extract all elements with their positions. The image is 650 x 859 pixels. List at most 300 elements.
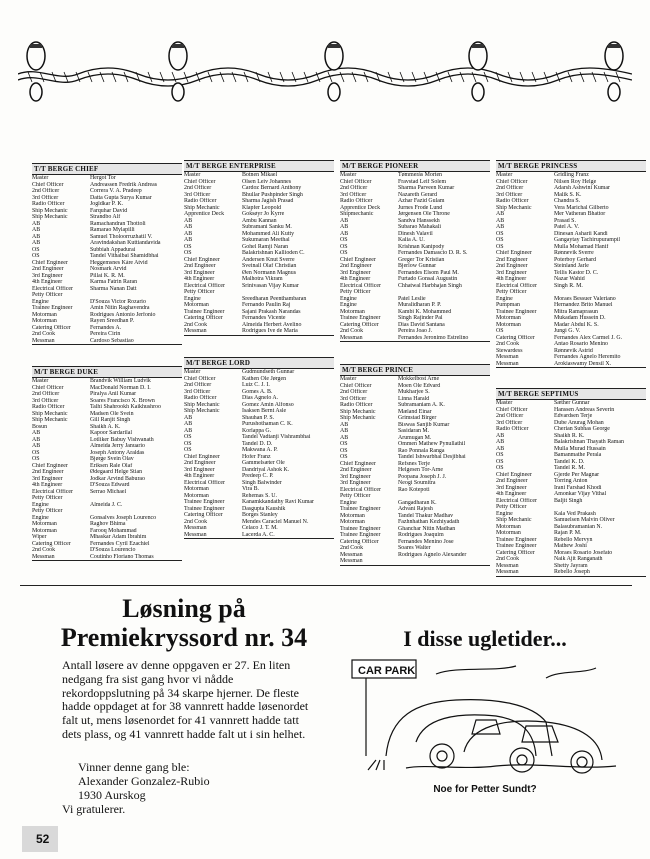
crew-name: Talhi Shahrookh Kaikhushroo xyxy=(90,404,161,410)
crew-rank: Chief Engineer xyxy=(184,256,220,263)
crew-rank: Trainee Engineer xyxy=(184,499,225,505)
crew-rank: Messman xyxy=(496,354,519,360)
crew-rank: Engine xyxy=(340,499,357,506)
crew-name: Cherian Subhas George xyxy=(554,426,610,432)
crew-name: Soares Walter xyxy=(398,545,431,551)
crew-rank: Apprentice Deck xyxy=(340,204,381,211)
crew-name: Jungi G. V. xyxy=(554,328,581,334)
crew-rank: Apprentice Deck xyxy=(184,211,225,217)
crew-rank: OS xyxy=(32,253,40,259)
crew-name: Mitra Ramaprasun xyxy=(554,308,599,315)
crew-name: Fravstad Leif Solem xyxy=(398,178,447,185)
crew-rank: Catering Officer xyxy=(32,324,71,331)
crew-name: Fernandes A. xyxy=(90,324,122,331)
crew-name: Patel A. V. xyxy=(554,224,579,230)
crew-name: Moraes Rosario Josefato xyxy=(554,549,613,556)
crew-rank: Electrical Officer xyxy=(496,282,537,289)
crew-rank: 2nd Engineer xyxy=(496,478,528,484)
crew-name: Subramaniam A. K. xyxy=(398,402,445,408)
crew-rows xyxy=(32,175,182,344)
crew-rank: AB xyxy=(32,233,41,240)
crew-rank: Petty Officer xyxy=(32,495,63,501)
crew-rank: Ship Mechanic xyxy=(496,204,532,211)
crew-row xyxy=(184,532,334,539)
crew-name: Gangadharan K. xyxy=(398,499,437,506)
crew-rank: 2nd Cook xyxy=(340,545,364,551)
crew-name: Sukumaran Meethal xyxy=(242,237,290,243)
winner-city: 1930 Aurskog xyxy=(78,788,146,802)
crew-rank: Messman xyxy=(184,328,207,334)
cartoon-caption: Noe for Petter Sundt? xyxy=(433,784,537,795)
crew-rank: 2nd Officer xyxy=(32,391,60,397)
crew-name: Jørgensen Ole Throne xyxy=(398,211,450,217)
crew-rank: Stewardess xyxy=(496,347,523,354)
crew-name: Makwana A. P. xyxy=(242,447,278,453)
crew-name: D'Souza Victor Rozario xyxy=(90,298,146,305)
crew-name: Tandel Vadtanji Vishrambhai xyxy=(242,434,311,440)
crew-name: Mendes Caraciel Manuel N. xyxy=(242,518,309,525)
crew-table-title: M/T BERGE LORD xyxy=(184,358,334,369)
crew-name: Bamanmathe Perala xyxy=(554,452,602,458)
crew-rank: Engine xyxy=(496,510,513,517)
crew-name: Hofer Franz xyxy=(242,453,271,460)
crew-name: Farooq Mohammad xyxy=(90,527,137,534)
crew-rank: 4th Engineer xyxy=(32,279,63,285)
crew-rank: Master xyxy=(496,400,513,406)
crew-rank: Catering Officer xyxy=(32,540,71,547)
crew-name: Tandel R. M. xyxy=(554,465,585,471)
crew-rank: AB xyxy=(496,445,505,452)
crew-rank: 3rd Officer xyxy=(340,395,367,402)
crew-name: Rodrigues Joaquim xyxy=(398,532,444,538)
crew-rank: Chief Engineer xyxy=(340,256,376,263)
crew-name: Rebello Joseph xyxy=(554,569,590,575)
crew-rank: 4th Engineer xyxy=(496,276,527,282)
crew-rank: Engine xyxy=(340,295,357,302)
crew-name: Kathen Ole Jørgen xyxy=(242,375,287,382)
crew-name: Balakrishnan Kallioden C. xyxy=(242,250,305,256)
crew-name: Vira B. xyxy=(242,486,259,492)
crew-rank: OS xyxy=(340,447,348,454)
crew-rank: Ship Mechanic xyxy=(184,204,220,211)
crew-name: Sharma Jagish Prasad xyxy=(242,198,294,204)
crew-rank: Messman xyxy=(32,553,55,560)
crew-rank: Engine xyxy=(496,295,513,302)
crew-name: Tandel Ishwarbhai Desjibhai xyxy=(398,454,466,460)
crew-name: Nazareth Gerard xyxy=(398,191,438,198)
crew-rank: Catering Officer xyxy=(496,334,535,341)
crew-name: Irani Farshad Khodi xyxy=(554,484,602,491)
crew-rank: Engine xyxy=(184,295,201,302)
crew-name: Rønnevik Sverre xyxy=(554,250,594,256)
crew-name: Lacerda A. C. xyxy=(242,531,275,538)
crew-rank: Chief Officer xyxy=(340,382,372,389)
crew-rank: AB xyxy=(496,224,505,230)
crew-name: Rao Ponnala Ranga xyxy=(398,447,445,454)
crew-table-berge-duke xyxy=(32,366,182,561)
crew-name: Sandva Hanssekh xyxy=(398,217,440,224)
crew-name: Gjerde Per Magnar xyxy=(554,471,600,478)
crew-rank: Chief Officer xyxy=(32,384,64,391)
crew-name: Mæland Einar xyxy=(398,408,432,415)
crew-rank: 2nd Officer xyxy=(340,185,368,191)
crew-rank: OS xyxy=(184,243,192,250)
crew-name: Grimstad Birger xyxy=(398,415,437,421)
crew-rank: 4th Engineer xyxy=(32,482,63,488)
crew-rank: 3rd Engineer xyxy=(496,269,527,276)
solution-title xyxy=(44,594,324,652)
crew-name: Almeida Herbert Avelino xyxy=(242,321,302,328)
crew-rank: AB xyxy=(32,436,41,443)
crew-rank: 3rd Engineer xyxy=(340,480,371,486)
crew-name: Tellis Kastor D. C. xyxy=(554,269,599,276)
crew-rank: Trainee Engineer xyxy=(184,308,225,315)
crew-name: Sajani Prakash Narandas xyxy=(242,308,301,315)
crew-rank: Electrical Officer xyxy=(184,282,225,289)
crew-name: Arokiaswamy Densil X. xyxy=(554,360,612,367)
crew-name: Dandriyal Ashok K. xyxy=(242,466,290,473)
crew-rank: AB xyxy=(340,421,349,428)
crew-name: Gammelsæter Ole xyxy=(242,460,285,466)
crew-name: Nilsen Roy Helge xyxy=(554,178,597,185)
crew-name: Datta Gupta Surya Kumar xyxy=(90,194,152,201)
crew-table-berge-chief xyxy=(32,163,182,345)
crew-name: Mathew Joshi xyxy=(554,543,587,549)
crew-name: Øen Normann Magnus xyxy=(242,269,296,276)
crew-rank: Chief Officer xyxy=(496,406,528,413)
page-number: 52 xyxy=(36,832,50,846)
crew-rank: OS xyxy=(496,237,504,243)
crew-rank: Radio Officer xyxy=(340,402,373,408)
crew-name: Arumugan M. xyxy=(398,434,432,441)
crew-name: Linna Harald xyxy=(398,395,430,402)
crew-name: Rønnevik Astrid xyxy=(554,347,593,354)
crew-rank: Ship Mechanic xyxy=(184,408,220,414)
crew-rank: Catering Officer xyxy=(340,321,379,328)
crew-name: Ødegaard Helge Stian xyxy=(90,469,143,475)
crew-rank: Messman xyxy=(496,569,519,575)
crew-rank: Trainee Engineer xyxy=(496,536,537,543)
crew-rank: 2nd Cook xyxy=(340,328,364,334)
crew-rank: AB xyxy=(184,414,193,421)
crew-name: Hernandez Brito Manuel xyxy=(554,302,613,308)
crew-rank: Catering Officer xyxy=(340,538,379,545)
crew-rank: Master xyxy=(496,172,513,178)
crew-rank: Messman xyxy=(496,562,519,569)
crew-rank: AB xyxy=(32,240,41,246)
crew-name: Nosmark Arvid xyxy=(90,266,127,272)
crew-name: Bjørge Svein Olav xyxy=(90,456,134,462)
crew-rank: Motorman xyxy=(32,318,57,324)
crew-name: Gomes A. B. xyxy=(242,388,273,395)
crew-rank: OS xyxy=(496,452,504,458)
crew-name: Rehemas S. U. xyxy=(242,492,278,499)
crew-rank: OS xyxy=(340,250,348,256)
crew-name: Fernando Paulin Raj xyxy=(242,302,291,308)
crew-rank: Master xyxy=(340,172,357,178)
crew-name: Gangaytay Tachirupurampil xyxy=(554,237,621,243)
crew-rank: Radio Officer xyxy=(32,201,65,207)
crew-name: Poopana Joseph J. J. xyxy=(398,473,447,480)
crew-rank: AB xyxy=(496,211,505,217)
crew-name: Rajan P. M. xyxy=(554,530,582,536)
crew-rank: Ship Mechanic xyxy=(184,401,220,408)
crew-rank: OS xyxy=(340,454,348,460)
crew-name: Soares Francisco X. Brown xyxy=(90,397,155,404)
crew-name: Purushothaman C. K. xyxy=(242,421,293,427)
crew-name: Balasubramanian N. xyxy=(554,523,603,530)
crew-rank: Pumpman xyxy=(496,302,520,308)
crew-name: Celaco J. T. M. xyxy=(242,525,278,531)
crew-rank: Petty Officer xyxy=(340,289,371,295)
crew-name: Gohel Ramji Naran xyxy=(242,243,289,250)
crew-name: Isaksen Bernt Asle xyxy=(242,408,287,414)
crew-name: Prasad S. xyxy=(554,217,576,224)
crew-name: Ommen Mathew Pynullathil xyxy=(398,441,466,447)
crew-name: Andersen Knut Sverre xyxy=(242,256,295,263)
crew-rank: AB xyxy=(340,217,349,224)
crew-rank: Messman xyxy=(340,551,363,558)
crew-name: Gomez Amin Alfonso xyxy=(242,401,294,408)
crew-name: Fernandes Vicente xyxy=(242,315,286,321)
crew-name: Baljit Singh xyxy=(554,497,583,504)
crew-name: Moraes Bessuer Valeriano xyxy=(554,295,616,302)
crew-rank: Radio Officer xyxy=(496,426,529,432)
rope-border-illustration xyxy=(18,30,632,102)
crew-name: Fazhnhathan Kezhiyadath xyxy=(398,519,460,525)
crew-name: Samuel Tholoorruzhatil V. xyxy=(90,233,153,240)
crew-name: D'Souza Edward xyxy=(90,482,130,488)
crew-rank: Bosun xyxy=(32,423,48,430)
crew-name: Edvardsen Terje xyxy=(554,413,593,419)
crew-rank: OS xyxy=(184,434,192,440)
crew-table-title: M/T BERGE PIONEER xyxy=(340,161,490,172)
crew-name xyxy=(398,558,490,565)
crew-rank: 2nd Cook xyxy=(184,518,208,525)
crew-rank: 3rd Officer xyxy=(184,191,211,198)
crew-rank: Ship Mechanic xyxy=(32,214,68,220)
crew-name: Fernandes Elsom Paul M. xyxy=(398,269,459,276)
crew-rank: Messman xyxy=(32,337,55,344)
crew-rank: Trainee Engineer xyxy=(340,525,381,532)
crew-name: Sharma Nanan Datt xyxy=(90,285,137,292)
crew-rank: 3rd Officer xyxy=(184,388,211,395)
crew-name: Advani Rajesh xyxy=(398,506,433,512)
cartoon-illustration xyxy=(346,656,624,776)
crew-rank: Trainee Engineer xyxy=(340,532,381,538)
crew-rank: Motorman xyxy=(496,530,521,536)
crew-name: Naik Ajit Ranganath xyxy=(554,556,603,562)
winner-name: Alexander Gonzalez-Rubio xyxy=(78,774,210,788)
crew-rank: OS xyxy=(32,449,40,456)
congratulations-text: Vi gratulerer. xyxy=(62,802,126,816)
crew-rank: AB xyxy=(184,237,193,243)
crew-rank: Messman xyxy=(184,525,207,531)
crew-rank: 3rd Engineer xyxy=(496,484,527,491)
crew-name: Singh Balwinder xyxy=(242,479,282,486)
crew-rank: AB xyxy=(496,432,505,439)
crew-rank: Motorman xyxy=(340,512,365,519)
crew-rank: Motorman xyxy=(184,302,209,308)
winner-intro: Vinner denne gang ble: xyxy=(78,760,190,774)
crew-name: Pereira Cirin xyxy=(90,331,121,337)
crew-rank: AB xyxy=(184,224,193,230)
crew-name: Ramachandran Thottoli xyxy=(90,220,146,227)
crew-name: Patel Leslie xyxy=(398,295,426,302)
crew-name: Fernandes Damascio D. R. S. xyxy=(398,250,468,256)
crew-rank: AB xyxy=(496,439,505,445)
crew-rank: OS xyxy=(496,230,504,237)
crew-name: Biswas Sanjib Kumar xyxy=(398,421,450,428)
crew-name: Mukharjee S. xyxy=(398,389,430,395)
crew-name: Joseph Antony Araldas xyxy=(90,449,145,456)
crew-rank: Wiper xyxy=(32,534,47,540)
crew-name: Ambu Kannan xyxy=(242,217,277,224)
cartoon-title: I disse ugletider... xyxy=(403,626,567,651)
crew-rank: OS xyxy=(184,447,192,453)
crew-name: Jurnes Frode Lund xyxy=(398,204,443,211)
crew-rank: Engine xyxy=(32,298,49,305)
crew-name: Kalia A. U. xyxy=(398,237,425,243)
crew-rank: AB xyxy=(340,434,349,441)
crew-name: Jogldkar P. K. xyxy=(90,201,124,207)
crew-table-berge-pioneer xyxy=(340,160,490,342)
crew-rank: AB xyxy=(184,217,193,224)
crew-rank: 4th Engineer xyxy=(340,276,371,282)
crew-rows xyxy=(340,172,490,341)
crew-row xyxy=(496,569,646,576)
crew-name: Chhatwal Harbhajan Singh xyxy=(398,282,462,289)
crew-rank: Trainee Engineer xyxy=(496,543,537,549)
crew-name: Mokkelbost Arne xyxy=(398,376,440,382)
crew-name: Eriksen Rale Olaf xyxy=(90,462,133,469)
crew-rank: AB xyxy=(340,224,349,230)
crew-rank: Ship Mechanic xyxy=(32,410,68,417)
crew-name: Shauhan P. S. xyxy=(242,414,275,421)
crew-row xyxy=(340,335,490,342)
crew-rank: Master xyxy=(340,376,357,382)
crew-rank: OS xyxy=(496,465,504,471)
crew-rank: AB xyxy=(184,421,193,427)
crew-name: Fernandes Menino Jose xyxy=(398,538,454,545)
crew-name: Moen Ole Edvard xyxy=(398,382,441,389)
crew-name: Balakrishnan Thayath Raman xyxy=(554,439,624,445)
crew-rank: Catering Officer xyxy=(184,315,223,321)
crew-table-berge-princess xyxy=(496,160,646,368)
crew-name: Olsen Leiv Johannes xyxy=(242,178,292,185)
crew-rank: Trainee Engineer xyxy=(340,506,381,512)
crew-name: Furtado Gonsal Augustin xyxy=(398,276,458,282)
crew-rank: Petty Officer xyxy=(184,289,215,295)
crew-name: Sæther Gunnar xyxy=(554,400,590,406)
crew-name: Cardoz Bernard Anthony xyxy=(242,185,302,191)
crew-rank: Petty Officer xyxy=(32,292,63,298)
crew-rank: 2nd Engineer xyxy=(184,263,216,269)
crew-name: Mohammed Ali Kutty xyxy=(242,230,295,237)
crew-rank: 3rd Engineer xyxy=(184,269,215,276)
crew-name: Andreassen Fredrik Andreas xyxy=(90,181,158,188)
crew-rank: OS xyxy=(184,250,192,256)
crew-rank: Messman xyxy=(496,360,519,367)
solution-title-line2: Premiekryssord nr. 34 xyxy=(60,623,308,652)
crew-rank: Motorman xyxy=(32,527,57,534)
crew-rank: OS xyxy=(496,458,504,465)
crew-rank: Radio Officer xyxy=(184,395,217,401)
crew-name: Heggemsnes Kåre Atvid xyxy=(90,259,148,266)
car-park-sign-text: CAR PARK xyxy=(358,665,416,677)
crew-rank: Motorman xyxy=(184,486,209,492)
crew-rank: OS xyxy=(32,456,40,462)
crew-rank: Radio Officer xyxy=(340,198,373,204)
crew-rank: OS xyxy=(340,237,348,243)
crew-name: Madar Abdul K. S. xyxy=(554,321,599,328)
crew-table-title: M/T BERGE PRINCE xyxy=(340,365,490,376)
crew-rank: Radio Officer xyxy=(32,404,65,410)
crew-name: Rayen Sreedhan P. xyxy=(90,318,135,324)
crew-name: Fernandes Alex Carmel J. G. xyxy=(554,334,623,341)
crew-rank: 2nd Cook xyxy=(496,341,520,347)
crew-rank: Motorman xyxy=(496,523,521,530)
crew-rank: 2nd Officer xyxy=(32,188,60,194)
crew-name: Chandra S. xyxy=(554,198,581,204)
crew-rank: Chief Officer xyxy=(340,178,372,185)
crew-rank: Radio Officer xyxy=(496,198,529,204)
crew-rank: Motorman xyxy=(496,321,521,328)
crew-name: Antao Rosario Menino xyxy=(554,341,608,347)
crew-name: Vera Marichal Gilberto xyxy=(554,204,609,211)
solution-text xyxy=(62,659,320,742)
crew-name: Mhaskar Adam Ibrahim xyxy=(90,534,147,540)
crew-name: Raghov Bhima xyxy=(90,521,126,527)
crew-rank: 2nd Cook xyxy=(32,547,56,553)
crew-name: Gonsalves Joseph Lourenco xyxy=(90,514,157,521)
crew-rank: 2nd Engineer xyxy=(184,460,216,466)
crew-name: Malhotra Vikram xyxy=(242,276,283,282)
crew-name: Pillai K. R. M. xyxy=(90,272,125,279)
crew-table-berge-prince xyxy=(340,364,490,566)
crew-rank: Master xyxy=(184,369,201,375)
crew-name: Coutinho Floriano Thomas xyxy=(90,553,154,560)
crew-rank: Electrical Officer xyxy=(32,488,73,495)
crew-name: Goksøyr Jo Kyrre xyxy=(242,211,285,217)
crew-rank: 2nd Engineer xyxy=(340,263,372,269)
crew-rank: 3rd Engineer xyxy=(184,466,215,473)
crew-name: Dias Agnelo A. xyxy=(242,395,279,401)
crew-name: Pereira Joao J. xyxy=(398,328,433,334)
crew-name: Shetty Jayram xyxy=(554,562,588,569)
crew-name: Mukadam Hussein D. xyxy=(554,315,606,321)
crew-name: Tandel K. D. xyxy=(554,458,585,465)
crew-table-title: T/T BERGE CHIEF xyxy=(32,164,182,175)
crew-name: Gudmundseth Gunnar xyxy=(242,369,295,375)
crew-name: Amonkar Vijay Vithal xyxy=(554,491,607,497)
crew-rank: Chief Officer xyxy=(184,375,216,382)
crew-name: Strandbo Alf xyxy=(90,214,121,220)
crew-name: Tandel Thakur Madhav xyxy=(398,512,454,519)
crew-name: Gill Ranjit Singh xyxy=(90,417,131,423)
crew-table-title: M/T BERGE ENTERPRISE xyxy=(184,161,334,172)
crew-row xyxy=(184,328,334,335)
crew-row xyxy=(340,558,490,565)
crew-name: Almeida Jerry Januario xyxy=(90,443,145,449)
crew-rank: AB xyxy=(32,220,41,227)
crew-name: Dasgupta Kaushik xyxy=(242,505,286,512)
crew-rank: Master xyxy=(32,378,49,384)
crew-rank: Ship Mechanic xyxy=(32,417,68,423)
crew-rank: 3rd Officer xyxy=(496,419,523,426)
crew-rank: Ship Mechanic xyxy=(496,517,532,523)
crew-name: Neogi Soumitra xyxy=(398,480,436,486)
